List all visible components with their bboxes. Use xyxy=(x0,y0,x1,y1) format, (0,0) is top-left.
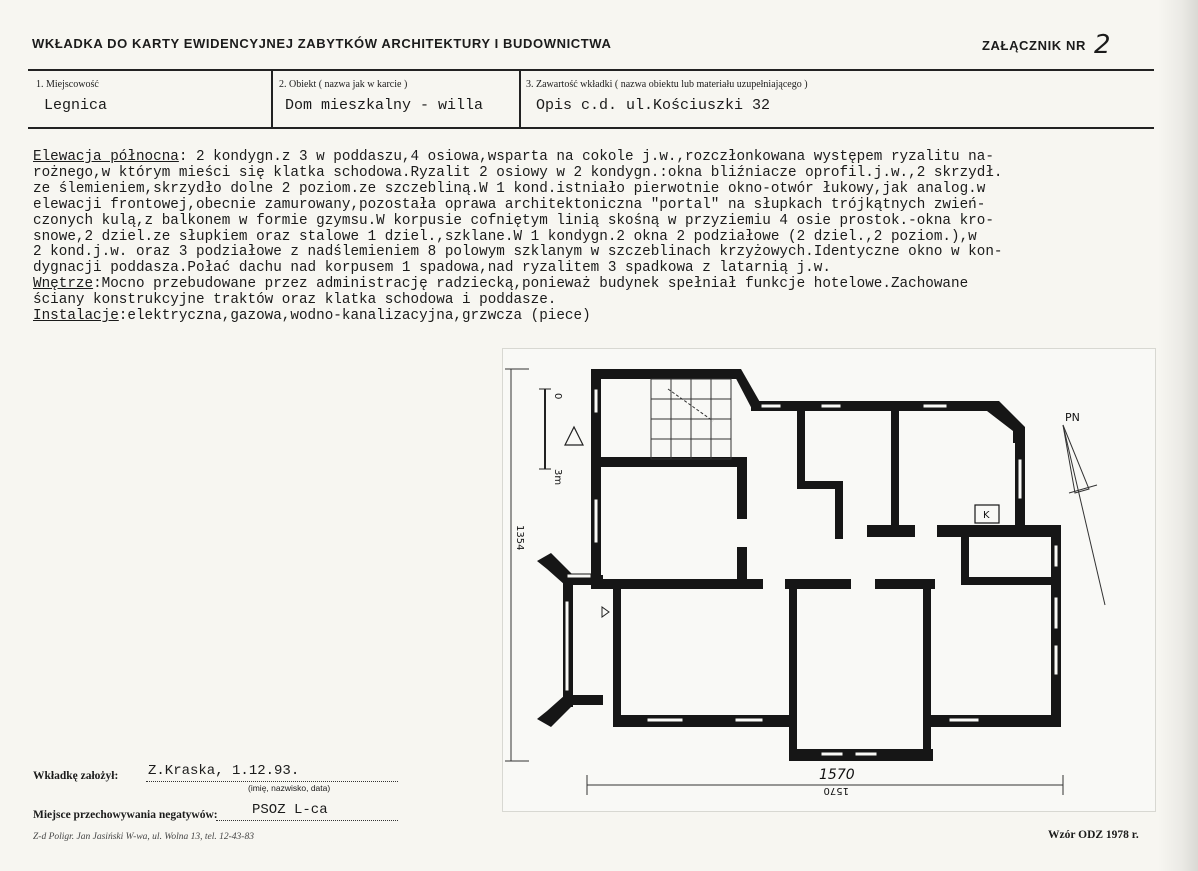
desc-line: rożnego,w którym mieści się klatka schodowa.Ryzalit 2 osiowy w 2 kondygn.:okna bliźniacze oprofil.j.w.,2 skrzydł. xyxy=(33,164,1003,181)
desc-line: ściany konstrukcyjne traktów oraz klatka schodowa i poddasze. xyxy=(33,292,557,309)
floor-plan-svg xyxy=(503,349,1155,811)
author-dotted-line xyxy=(146,781,398,782)
height-dimension-label: 1354 xyxy=(514,525,525,551)
field-divider-2 xyxy=(519,70,521,128)
desc-line: czonych kulą,z balkonem w formie gzymsu.W korpusie cofniętym linią skośną w przyziemiu 4 osie prostok.-okna kro- xyxy=(33,212,994,229)
staircase xyxy=(651,379,731,459)
desc-line: dygnacji poddasza.Połać dachu nad korpusem 1 spadowa,nad ryzalitem 3 spadkowa z latarnią j.w. xyxy=(33,260,831,277)
page-edge-shadow xyxy=(1158,0,1198,871)
desc-line: 2 kond.j.w. oraz 3 podziałowe z nadślemieniem 8 polowym szklanym w szczeblinach krzyżowych.Identyczne okno w kon- xyxy=(33,244,1003,261)
width-dimension xyxy=(587,767,1063,796)
height-dimension xyxy=(505,369,529,761)
heading-interior: Wnętrze xyxy=(33,276,94,293)
header-rule-top xyxy=(28,69,1154,71)
floor-plan-drawing xyxy=(502,348,1156,812)
chimney-label: K xyxy=(983,510,990,521)
desc-line: snowe,2 dziel.ze słupkiem oraz stalowe 1 dziel.,szklane.W 1 kondygn.2 okna 2 podziałowe (2 dziel.,2 poziom.),w xyxy=(33,228,977,245)
form-model: Wzór ODZ 1978 r. xyxy=(1048,829,1139,841)
description-text xyxy=(33,150,1173,325)
desc-line: :elektryczna,gazowa,wodno-kanalizacyjna,grzwcza (piece) xyxy=(118,308,591,325)
storage-dotted-line xyxy=(216,820,398,821)
heading-installations: Instalacje xyxy=(33,308,119,325)
width-dimension-printed: 1570 xyxy=(823,785,849,796)
entrance-marker xyxy=(602,607,609,617)
desc-line: :Mocno przebudowane przez administrację radziecką,ponieważ budynek spełniał funkcje hotelowe.Zachowane xyxy=(93,276,969,293)
desc-line: ze ślemieniem,skrzydło dolne 2 poziom.ze szczebliną.W 1 kond.istniało pierwotnie okno-otwór łukowy,jak analog.w xyxy=(33,180,986,197)
author-value: Z.Kraska, 1.12.93. xyxy=(148,763,300,779)
author-hint: (imię, nazwisko, data) xyxy=(248,783,331,793)
annex-label: ZAŁĄCZNIK NR xyxy=(982,38,1086,53)
field-divider-1 xyxy=(271,70,273,128)
field-value-locality: Legnica xyxy=(44,97,108,114)
scale-zero: 0 xyxy=(552,393,563,400)
header-rule-bottom xyxy=(28,127,1154,129)
north-label: PN xyxy=(1065,411,1080,424)
desc-line: : 2 kondygn.z 3 w poddaszu,4 osiowa,wsparta na cokole j.w.,rozczłonkowana występem ryzalitu na- xyxy=(178,149,994,165)
storage-value: PSOZ L-ca xyxy=(252,802,328,818)
width-dimension-handwritten: 1570 xyxy=(819,767,855,783)
scale-end: 3m xyxy=(552,469,563,486)
heading-north-elevation: Elewacja północna xyxy=(33,149,179,165)
storage-label: Miejsce przechowywania negatywów: xyxy=(33,809,218,821)
card-title: WKŁADKA DO KARTY EWIDENCYJNEJ ZABYTKÓW ARCHITEKTURY I BUDOWNICTWA xyxy=(32,36,612,51)
annex-number-label xyxy=(982,27,1112,60)
desc-line: elewacji frontowej,obecnie zamurowany,pozostała oprawa architektoniczna "portal" na słupkach trójkątnych zwień- xyxy=(33,196,986,213)
field-label-object: 2. Obiekt ( nazwa jak w karcie ) xyxy=(279,79,408,90)
author-label: Wkładkę założył: xyxy=(33,770,119,782)
north-arrow xyxy=(1063,411,1105,605)
annex-number: 2 xyxy=(1093,30,1112,60)
scale-triangle xyxy=(565,427,583,445)
scale-bar xyxy=(539,389,583,485)
field-label-contents: 3. Zawartość wkładki ( nazwa obiektu lub materiału uzupełniającego ) xyxy=(526,79,808,90)
field-label-locality: 1. Miejscowość xyxy=(36,79,99,90)
windows xyxy=(565,389,1058,756)
field-value-contents: Opis c.d. ul.Kościuszki 32 xyxy=(536,97,771,114)
printer-imprint: Z-d Poligr. Jan Jasiński W-wa, ul. Wolna 13, tel. 12-43-83 xyxy=(33,832,254,842)
field-value-object: Dom mieszkalny - willa xyxy=(285,97,484,114)
walls xyxy=(537,369,1061,761)
